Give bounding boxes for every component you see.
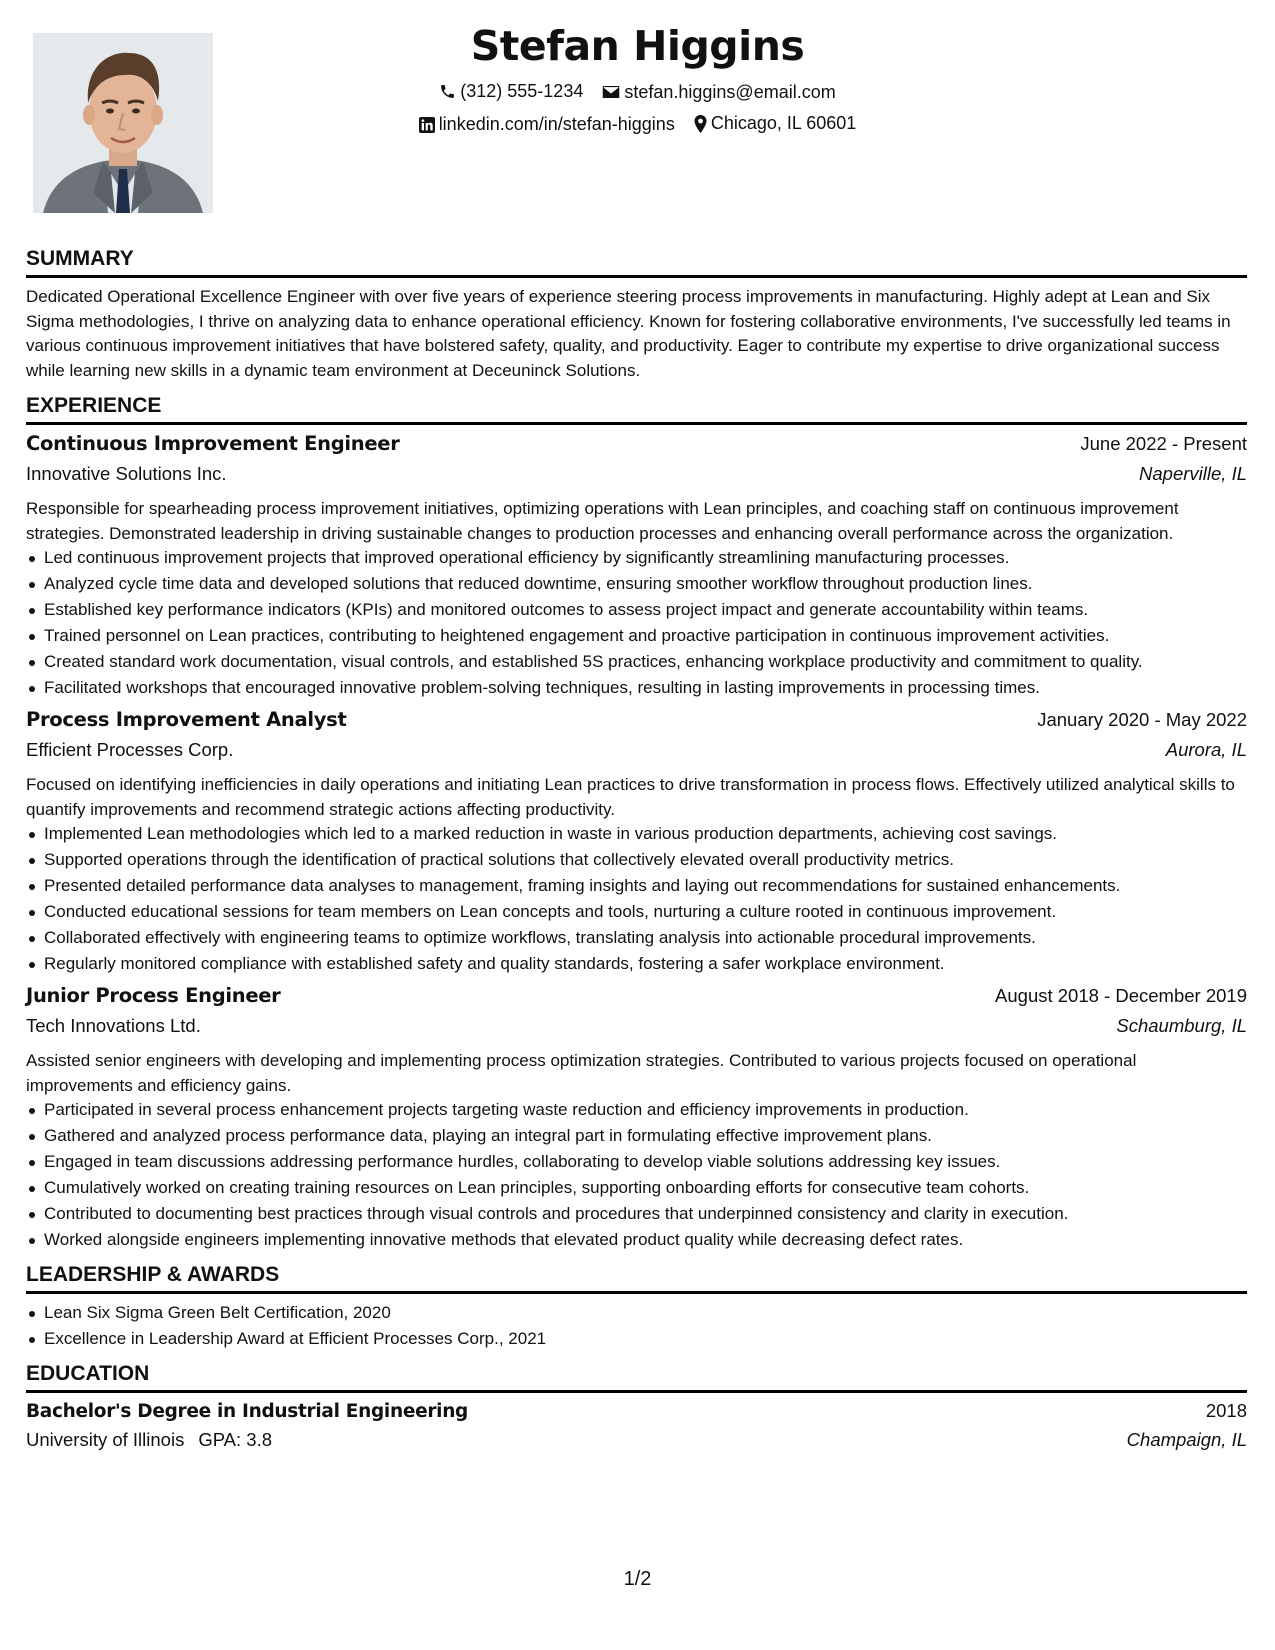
company-name: Innovative Solutions Inc. <box>26 463 227 484</box>
school-location: Champaign, IL <box>1126 1429 1247 1450</box>
list-item: Established key performance indicators (KPIs) and monitored outcomes to assess project impact and generate accountability within teams. <box>26 598 1247 622</box>
phone-icon <box>439 83 456 100</box>
job-title: Junior Process Engineer <box>26 984 281 1007</box>
job-description: Assisted senior engineers with developing and implementing process optimization strategies. Contributed to various projects focused on operational improvements and efficiency gains. <box>26 1051 1137 1095</box>
candidate-name: Stefan Higgins <box>470 22 805 70</box>
summary-text: Dedicated Operational Excellence Engineer with over five years of experience steering process improvements in manufacturing. Highly adept at Lean and Six Sigma methodologies, I thrive on analyzing data to enhance operational efficiency. Known for fostering collaborative environments, I've successfully led teams in various continuous improvement initiatives that have bolstered safety, quality, and productivity. Eager to contribute my expertise to drive organizational success while learning new skills in a dynamic team environment at Deceuninck Solutions. <box>26 287 1231 380</box>
summary-section <box>26 246 1247 383</box>
list-item: Participated in several process enhancement projects targeting waste reduction and efficiency improvements in production. <box>26 1098 1247 1122</box>
phone-text: (312) 555-1234 <box>460 81 584 101</box>
list-item: Implemented Lean methodologies which led to a marked reduction in waste in various production departments, achieving cost savings. <box>26 822 1247 846</box>
map-pin-icon <box>694 115 707 133</box>
section-title: EXPERIENCE <box>26 393 1247 425</box>
job-entry <box>26 984 1247 1252</box>
resume-content <box>26 246 1247 1461</box>
experience-section <box>26 393 1247 1252</box>
list-item: Gathered and analyzed process performance data, playing an integral part in formulating effective improvement plans. <box>26 1124 1247 1148</box>
page-number: 1/2 <box>623 1568 652 1590</box>
list-item: Lean Six Sigma Green Belt Certification, 2020 <box>26 1301 1247 1325</box>
list-item: Created standard work documentation, visual controls, and established 5S practices, enhancing workplace productivity and commitment to quality. <box>26 650 1247 674</box>
job-location: Naperville, IL <box>1139 463 1247 484</box>
job-entry <box>26 432 1247 700</box>
linkedin-contact[interactable] <box>419 114 675 135</box>
job-description: Focused on identifying inefficiencies in daily operations and initiating Lean practices to drive transformation in process flows. Effectively utilized analytical skills to quantify improvements and recommend strategic actions affecting productivity. <box>26 775 1235 819</box>
education-section <box>26 1361 1247 1451</box>
list-item: Trained personnel on Lean practices, contributing to heightened engagement and proactive participation in continuous improvement activities. <box>26 624 1247 648</box>
list-item: Engaged in team discussions addressing performance hurdles, collaborating to develop viable solutions addressing key issues. <box>26 1150 1247 1174</box>
job-title: Continuous Improvement Engineer <box>26 432 400 455</box>
list-item: Led continuous improvement projects that improved operational efficiency by significantly streamlining manufacturing processes. <box>26 546 1247 570</box>
list-item: Regularly monitored compliance with established safety and quality standards, fostering a safer workplace environment. <box>26 952 1247 976</box>
list-item: Supported operations through the identification of practical solutions that collectively elevated overall productivity metrics. <box>26 848 1247 872</box>
section-title: SUMMARY <box>26 246 1247 278</box>
job-bullets <box>26 1098 1247 1252</box>
section-title: EDUCATION <box>26 1361 1247 1393</box>
awards-list <box>26 1301 1247 1351</box>
school-name: University of Illinois <box>26 1429 185 1450</box>
list-item: Excellence in Leadership Award at Efficient Processes Corp., 2021 <box>26 1327 1247 1351</box>
email-text: stefan.higgins@email.com <box>624 81 836 102</box>
phone-contact[interactable] <box>439 81 583 102</box>
list-item: Collaborated effectively with engineering teams to optimize workflows, translating analysis into actionable procedural improvements. <box>26 926 1247 950</box>
contact-row-2 <box>0 113 1275 138</box>
linkedin-icon <box>419 117 435 133</box>
list-item: Presented detailed performance data analyses to management, framing insights and laying out recommendations for sustained enhancements. <box>26 874 1247 898</box>
envelope-icon <box>602 84 620 100</box>
section-title: LEADERSHIP & AWARDS <box>26 1262 1247 1294</box>
job-dates: June 2022 - Present <box>1080 433 1247 454</box>
location-text: Chicago, IL 60601 <box>710 113 857 133</box>
list-item: Cumulatively worked on creating training resources on Lean principles, supporting onboarding efforts for consecutive team cohorts. <box>26 1176 1247 1200</box>
degree-title: Bachelor's Degree in Industrial Engineering <box>26 1401 469 1422</box>
location-contact <box>694 113 856 134</box>
job-dates: January 2020 - May 2022 <box>1037 709 1247 730</box>
job-description: Responsible for spearheading process improvement initiatives, optimizing operations with Lean principles, and coaching staff on continuous improvement strategies. Demonstrated leadership in driving sustainable changes to production processes and enhancing overall performance across the organization. <box>26 499 1179 543</box>
job-bullets <box>26 546 1247 700</box>
job-entry <box>26 708 1247 976</box>
list-item: Conducted educational sessions for team members on Lean concepts and tools, nurturing a culture rooted in continuous improvement. <box>26 900 1247 924</box>
job-location: Schaumburg, IL <box>1116 1015 1247 1036</box>
contact-row-1 <box>0 81 1275 105</box>
list-item: Worked alongside engineers implementing innovative methods that elevated product quality while decreasing defect rates. <box>26 1228 1247 1252</box>
job-location: Aurora, IL <box>1165 739 1247 760</box>
company-name: Tech Innovations Ltd. <box>26 1015 201 1036</box>
leadership-section <box>26 1262 1247 1351</box>
list-item: Analyzed cycle time data and developed solutions that reduced downtime, ensuring smoother workflow throughout production lines. <box>26 572 1247 596</box>
linkedin-text: linkedin.com/in/stefan-higgins <box>438 114 675 134</box>
gpa-text: GPA: 3.8 <box>198 1429 273 1450</box>
list-item: Contributed to documenting best practices through visual controls and procedures that underpinned consistency and clarity in execution. <box>26 1202 1247 1226</box>
graduation-year: 2018 <box>1205 1400 1247 1421</box>
job-dates: August 2018 - December 2019 <box>995 985 1247 1006</box>
email-contact[interactable] <box>602 82 835 103</box>
list-item: Facilitated workshops that encouraged innovative problem-solving techniques, resulting in lasting improvements in processing times. <box>26 676 1247 700</box>
job-title: Process Improvement Analyst <box>26 708 347 731</box>
company-name: Efficient Processes Corp. <box>26 739 234 760</box>
job-bullets <box>26 822 1247 976</box>
